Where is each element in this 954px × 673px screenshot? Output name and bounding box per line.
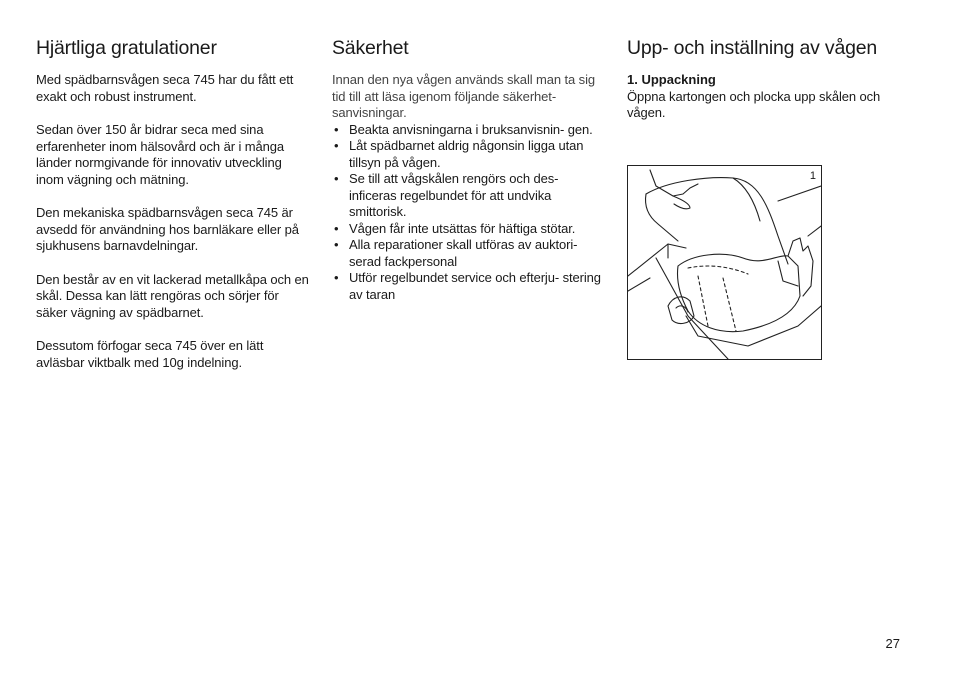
heading-safety: Säkerhet <box>332 37 409 59</box>
bullet-icon: • <box>334 237 339 252</box>
paragraph-2: Sedan över 150 år bidrar seca med sina erfarenheter inom hälsovård och är i många länder normgivande för innovativ utveckling inom vägning och mätning. <box>36 122 284 187</box>
column-setup <box>627 36 917 139</box>
heading-congratulations: Hjärtliga gratulationer <box>36 37 217 59</box>
bullet-icon: • <box>334 270 339 285</box>
list-item: • Alla reparationer skall utföras av auktori- serad fackpersonal <box>334 237 578 269</box>
column-safety <box>332 36 607 303</box>
paragraph-5: Dessutom förfogar seca 745 över en lätt avläsbar viktbalk med 10g indelning. <box>36 338 264 370</box>
bullet-icon: • <box>334 138 339 153</box>
column-congratulations <box>36 36 311 388</box>
page-number: 27 <box>885 636 900 651</box>
subheading-unpacking: 1. Uppackning <box>627 72 716 87</box>
list-item: • Låt spädbarnet aldrig någonsin ligga utan tillsyn på vågen. <box>334 138 584 170</box>
bullet-icon: • <box>334 171 339 186</box>
paragraph-1: Med spädbarnsvågen seca 745 har du fått ett exakt och robust instrument. <box>36 72 294 104</box>
figure-number: 1 <box>809 170 816 182</box>
bullet-icon: • <box>334 121 339 137</box>
paragraph-4: Den består av en vit lackerad metallkåpa och en skål. Dessa kan lätt rengöras och sörjer för säker vägning av spädbarnet. <box>36 271 309 320</box>
list-item: • Beakta anvisningarna i bruksanvisnin- gen. <box>334 121 593 137</box>
list-item: • Vågen får inte utsättas för häftiga stötar. <box>334 220 576 236</box>
unpacking-text: Öppna kartongen och plocka upp skålen och vågen. <box>627 88 881 120</box>
bullet-icon: • <box>334 220 339 236</box>
safety-intro: Innan den nya vågen används skall man ta sig tid till att läsa igenom följande säkerhet- sanvisningar. <box>332 72 596 120</box>
heading-setup: Upp- och inställning av vågen <box>627 37 878 59</box>
safety-list <box>332 122 607 304</box>
figure-unpacking <box>627 165 822 360</box>
paragraph-3: Den mekaniska spädbarnsvågen seca 745 är avsedd för användning hos barnläkare eller på sjukhusens barnavdelningar. <box>36 205 299 253</box>
list-item: • Se till att vågskålen rengörs och des- inficeras regelbundet för att undvika smittorisk. <box>334 171 559 219</box>
unpacking-illustration-icon <box>628 166 821 359</box>
list-item: • Utför regelbundet service och efterju- stering av taran <box>334 270 601 302</box>
